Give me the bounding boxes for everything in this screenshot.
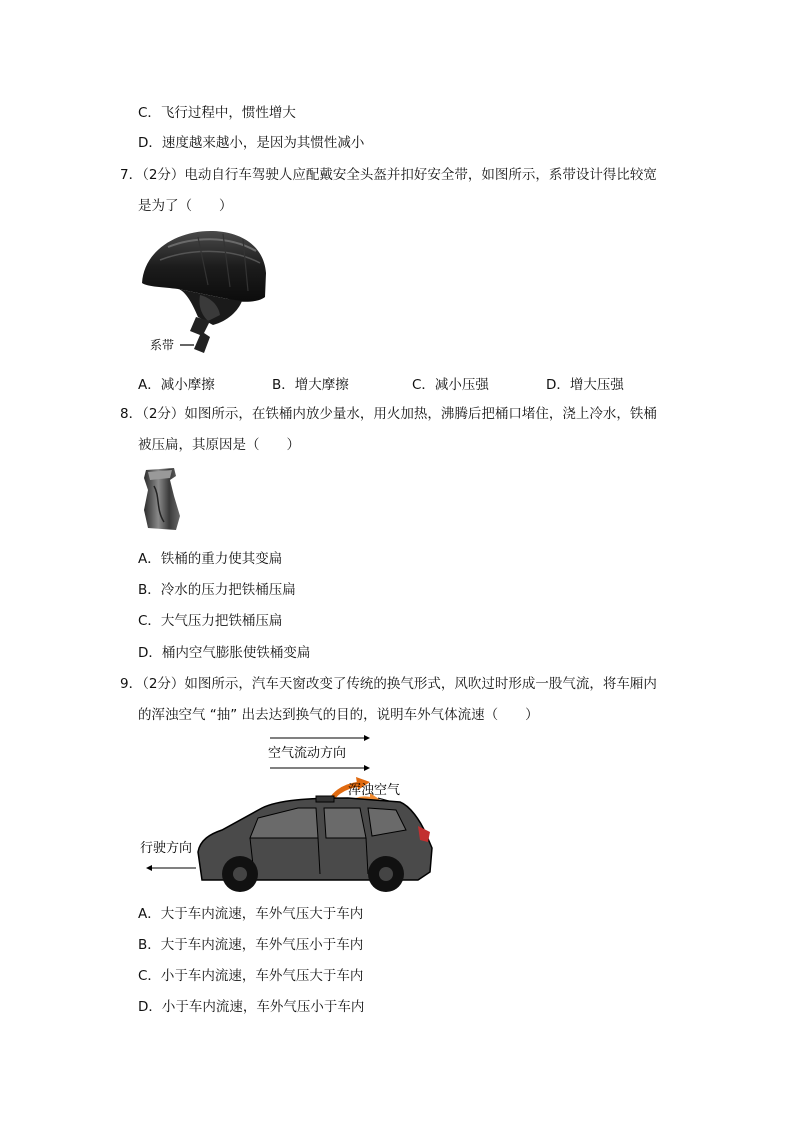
q9-stem-line2: 的浑浊空气 “抽” 出去达到换气的目的，说明车外气体流速（ ）	[138, 707, 539, 723]
q7-option-a: A．减小摩擦	[138, 377, 215, 393]
q8-stem-line1: 8．（2分）如图所示，在铁桶内放少量水，用火加热，沸腾后把桶口堵住，浇上冷水，铁桶	[120, 406, 657, 422]
dirty-air-label: 浑浊空气	[348, 783, 401, 798]
driving-direction-arrow	[146, 865, 152, 871]
q8-option-d: D．桶内空气膨胀使铁桶变扁	[138, 645, 311, 661]
driving-direction-label: 行驶方向	[140, 841, 193, 856]
q6-option-d: D．速度越来越小，是因为其惯性减小	[138, 135, 365, 151]
q9-option-c: C．小于车内流速，车外气压大于车内	[138, 968, 364, 984]
q8-option-b: B．冷水的压力把铁桶压扁	[138, 582, 296, 598]
q6-option-c: C．飞行过程中，惯性增大	[138, 105, 296, 121]
q7-option-b: B．增大摩擦	[272, 377, 349, 393]
q9-option-a: A．大于车内流速，车外气压大于车内	[138, 906, 364, 922]
q9-option-b: B．大于车内流速，车外气压小于车内	[138, 937, 364, 953]
q9-stem-line1: 9．（2分）如图所示，汽车天窗改变了传统的换气形式，风吹过时形成一股气流，将车厢内	[120, 676, 657, 692]
q8-option-c: C．大气压力把铁桶压扁	[138, 613, 283, 629]
q7-stem-line2: 是为了（ ）	[138, 198, 233, 214]
q7-stem-line1: 7．（2分）电动自行车驾驶人应配戴安全头盔并扣好安全带，如图所示，系带设计得比较宽	[120, 167, 657, 183]
car-image	[198, 796, 432, 892]
car-sunroof-diagram	[138, 730, 438, 898]
q7-option-d: D．增大压强	[546, 377, 624, 393]
q8-option-a: A．铁桶的重力使其变扁	[138, 551, 283, 567]
crushed-bucket-image	[140, 466, 184, 532]
strap-label: 系带	[150, 338, 175, 352]
q7-option-c: C．减小压强	[412, 377, 489, 393]
q9-option-d: D．小于车内流速，车外气压小于车内	[138, 999, 365, 1015]
helmet-image	[138, 225, 278, 360]
q8-stem-line2: 被压扁，其原因是（ ）	[138, 437, 300, 453]
airflow-direction-label: 空气流动方向	[268, 746, 347, 761]
